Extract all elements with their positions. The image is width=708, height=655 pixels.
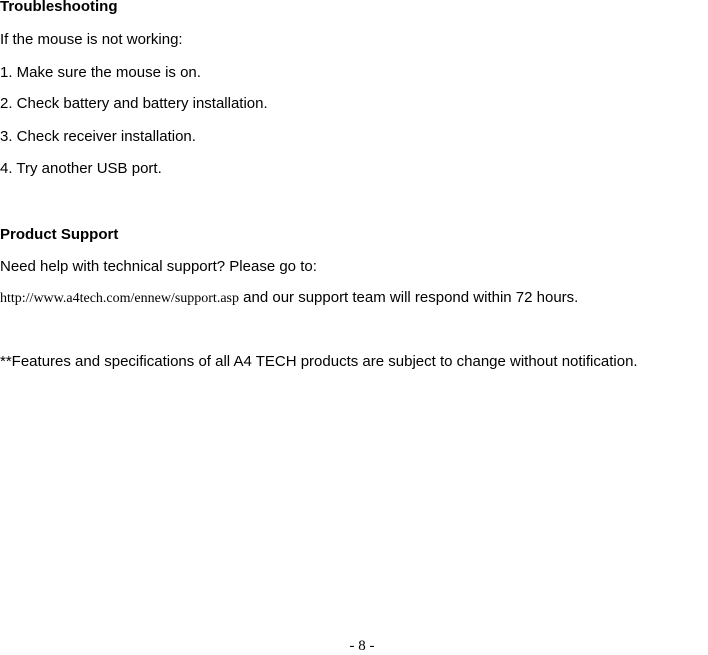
troubleshooting-step-3: 3. Check receiver installation. bbox=[0, 128, 196, 145]
troubleshooting-intro: If the mouse is not working: bbox=[0, 31, 183, 48]
troubleshooting-step-2: 2. Check battery and battery installation. bbox=[0, 95, 268, 112]
troubleshooting-heading: Troubleshooting bbox=[0, 0, 118, 15]
support-url-link[interactable]: http://www.a4tech.com/ennew/support.asp bbox=[0, 291, 239, 306]
support-response-text: and our support team will respond within 72 hours. bbox=[238, 289, 579, 306]
specifications-notice: **Features and specifications of all A4 TECH products are subject to change without notification. bbox=[0, 353, 638, 370]
page-number: - 8 - bbox=[349, 638, 375, 654]
support-url-line bbox=[0, 289, 578, 308]
troubleshooting-step-4: 4. Try another USB port. bbox=[0, 160, 162, 177]
troubleshooting-step-1: 1. Make sure the mouse is on. bbox=[0, 64, 201, 81]
support-help-text: Need help with technical support? Please go to: bbox=[0, 258, 317, 275]
product-support-heading: Product Support bbox=[0, 226, 119, 243]
